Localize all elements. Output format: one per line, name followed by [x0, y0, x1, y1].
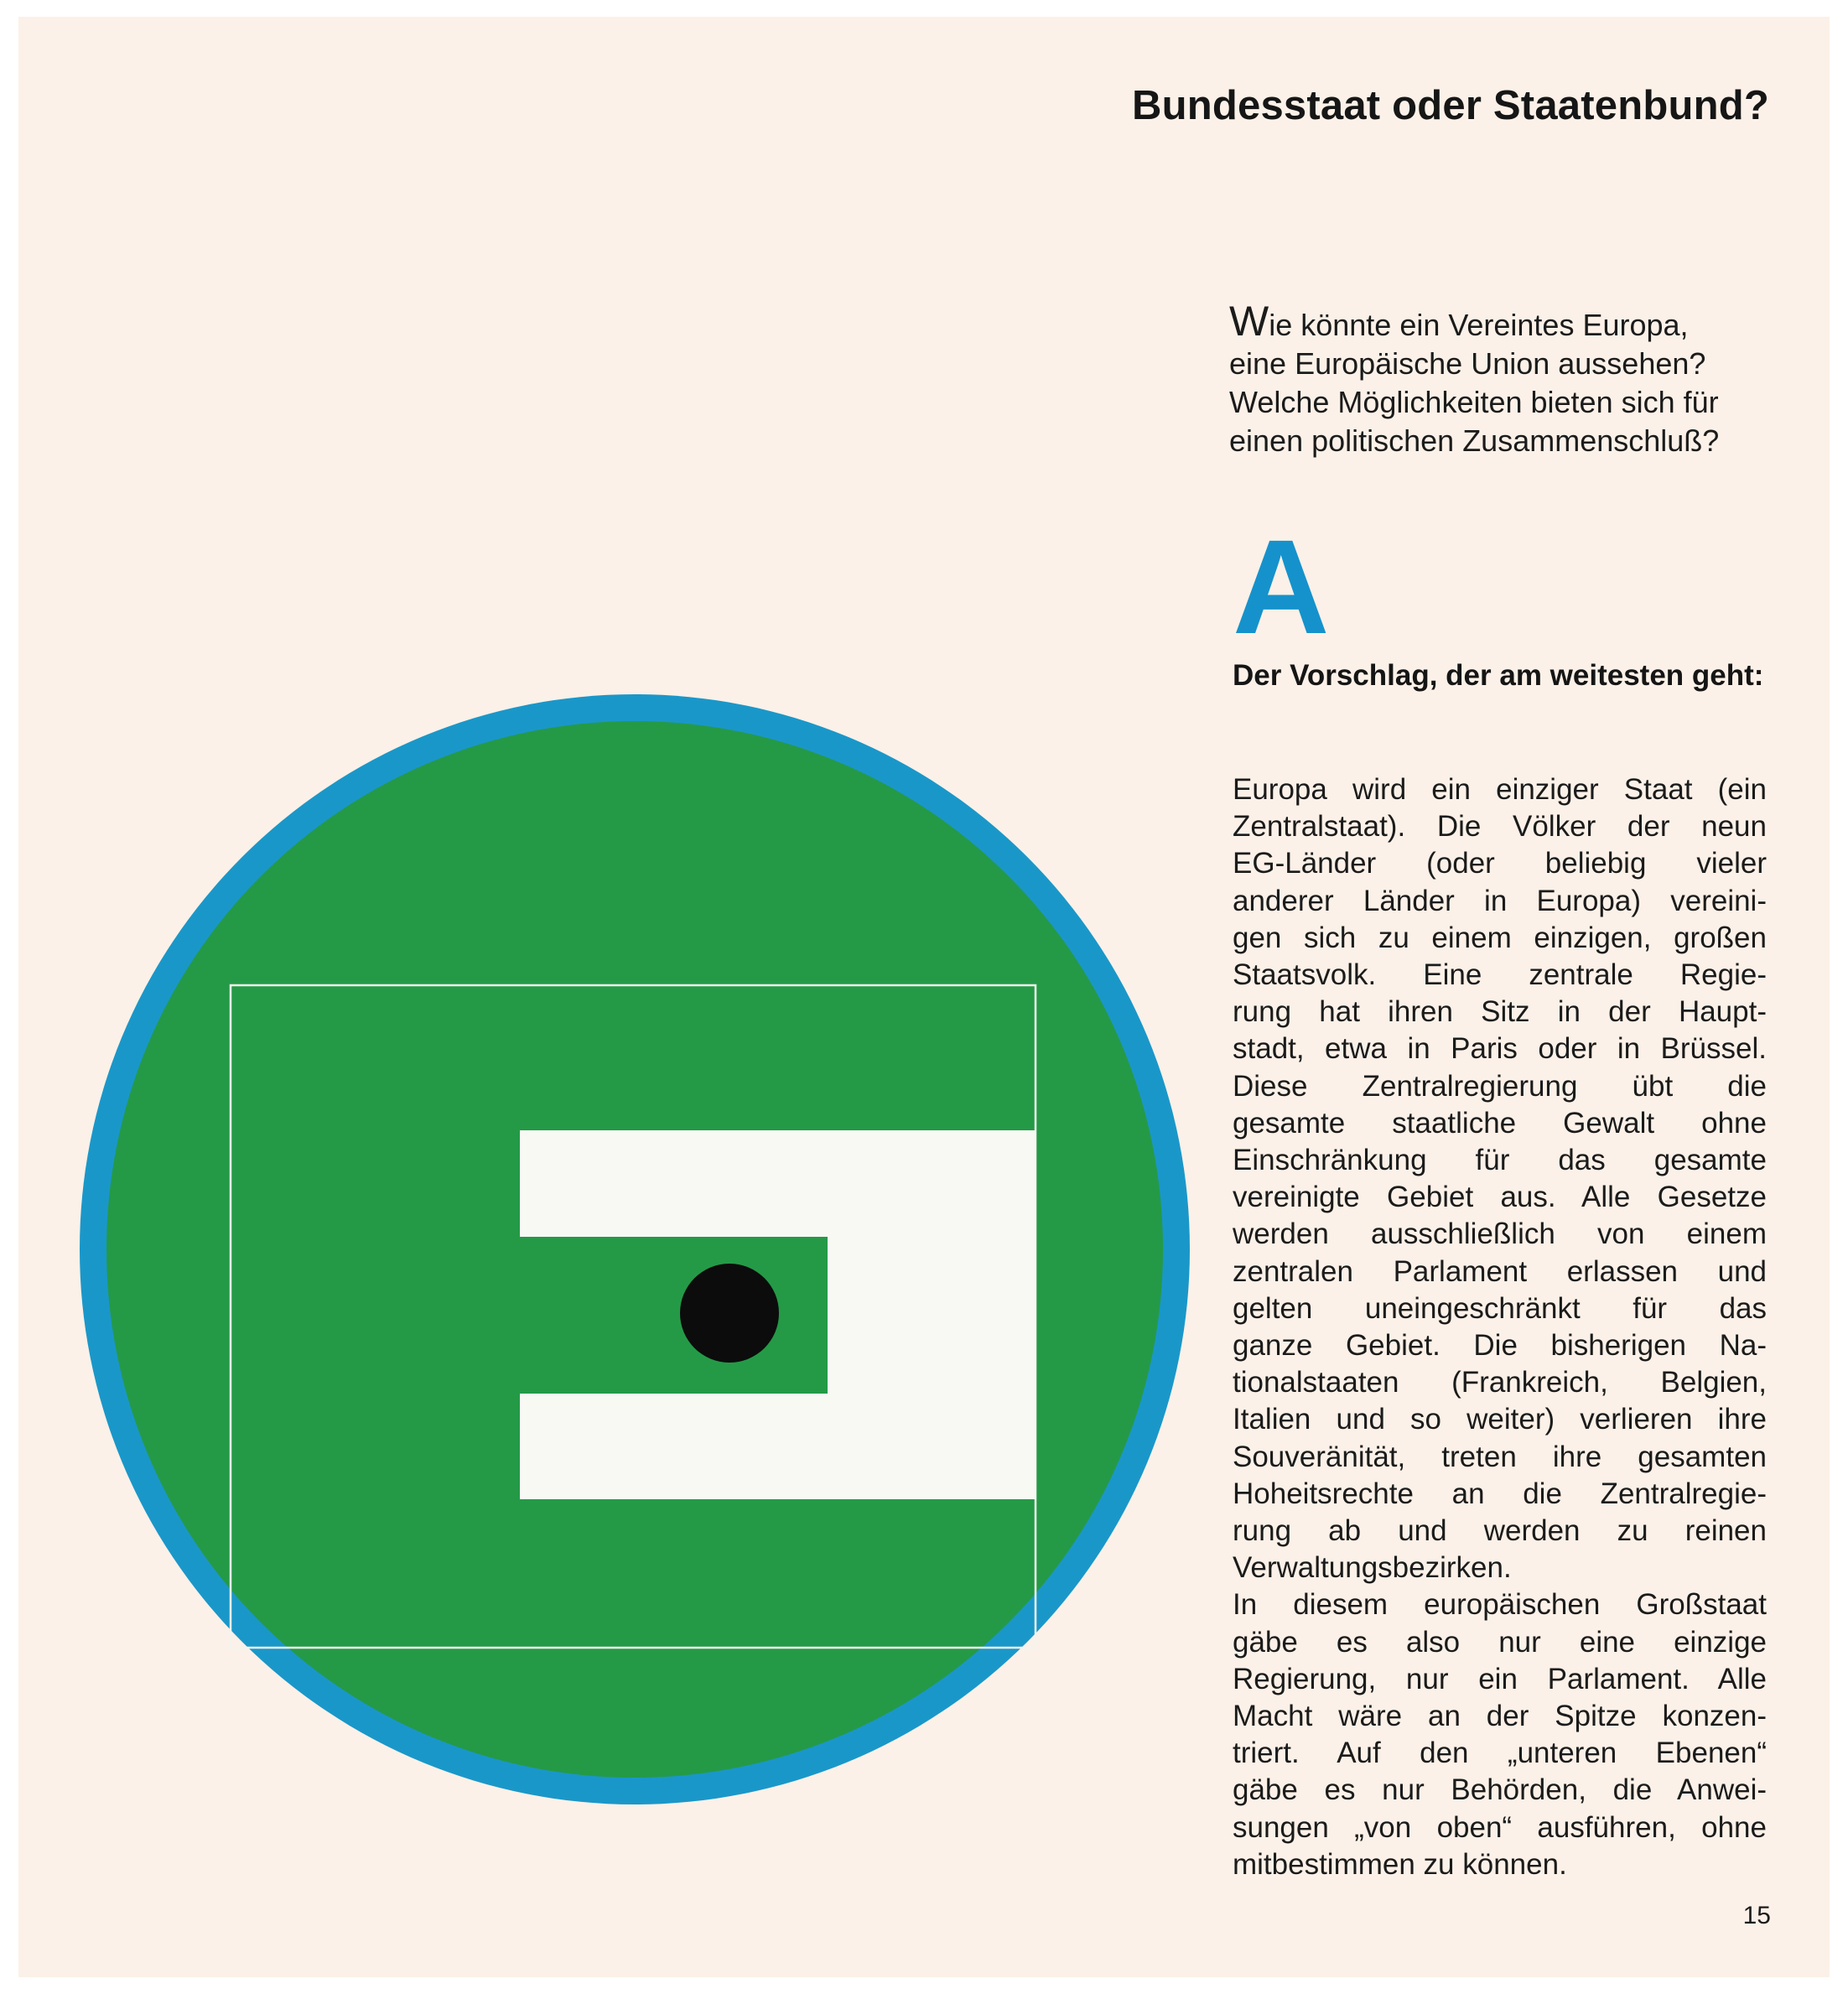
- body-line: Verwaltungsbezirken.: [1233, 1551, 1512, 1585]
- body-line: gäbe es also nur eine einzige: [1233, 1625, 1767, 1659]
- intro-line: eine Europäische Union aussehen?: [1229, 346, 1706, 381]
- body-line: vereinigte Gebiet aus. Alle Gesetze: [1233, 1181, 1767, 1214]
- intro-line: Welche Möglichkeiten bieten sich für: [1229, 385, 1719, 419]
- body-line: Macht wäre an der Spitze konzen-: [1233, 1700, 1767, 1733]
- body-line: werden ausschließlich von einem: [1233, 1218, 1767, 1251]
- body-line: tionalstaaten (Frankreich, Belgien,: [1233, 1366, 1767, 1399]
- body-line: mitbestimmen zu können.: [1233, 1847, 1567, 1881]
- body-line: rung hat ihren Sitz in der Haupt-: [1233, 995, 1767, 1029]
- page-number: 15: [1742, 1902, 1771, 1929]
- body-line: sungen „von oben“ ausführen, ohne: [1233, 1810, 1767, 1844]
- body-line: anderer Länder in Europa) vereini-: [1233, 884, 1767, 917]
- section-heading: Der Vorschlag, der am weitesten geht:: [1233, 659, 1764, 692]
- body-line: EG-Länder (oder beliebig vieler: [1233, 847, 1767, 880]
- body-line: gen sich zu einem einzigen, großen: [1233, 921, 1767, 954]
- intro-line: einen politischen Zusammenschluß?: [1229, 423, 1720, 458]
- body-line: triert. Auf den „unteren Ebenen“: [1233, 1737, 1767, 1770]
- body-line: gesamte staatliche Gewalt ohne: [1233, 1106, 1767, 1140]
- body-line: gelten uneingeschränkt für das: [1233, 1291, 1767, 1325]
- centralstate-emblem: [18, 17, 1830, 1977]
- body-line: Regierung, nur ein Parlament. Alle: [1233, 1662, 1767, 1695]
- intro-initial-letter: W: [1229, 298, 1269, 345]
- body-line: Staatsvolk. Eine zentrale Regie-: [1233, 958, 1767, 992]
- body-line: Einschränkung für das gesamte: [1233, 1144, 1767, 1177]
- intro-line: Wie könnte ein Vereintes Europa,: [1229, 298, 1689, 345]
- body-line: stadt, etwa in Paris oder in Brüssel.: [1233, 1032, 1767, 1066]
- page-title: Bundesstaat oder Staatenbund?: [1132, 83, 1769, 128]
- body-line: Souveränität, treten ihre gesamten: [1233, 1440, 1767, 1473]
- body-line: Diese Zentralregierung übt die: [1233, 1069, 1767, 1103]
- body-line: zentralen Parlament erlassen und: [1233, 1254, 1767, 1288]
- body-line: Italien und so weiter) verlieren ihre: [1233, 1403, 1767, 1436]
- body-line: Zentralstaat). Die Völker der neun: [1233, 810, 1767, 844]
- body-line: Hoheitsrechte an die Zentralregie-: [1233, 1477, 1767, 1510]
- section-letter: A: [1233, 511, 1330, 662]
- body-line: In diesem europäischen Großstaat: [1233, 1588, 1767, 1622]
- body-line: Europa wird ein einziger Staat (ein: [1233, 773, 1767, 806]
- page: [18, 17, 1830, 1977]
- emblem-capital-dot: [680, 1264, 779, 1363]
- body-line: gäbe es nur Behörden, die Anwei-: [1233, 1773, 1767, 1807]
- body-line: rung ab und werden zu reinen: [1233, 1514, 1767, 1548]
- body-line: ganze Gebiet. Die bisherigen Na-: [1233, 1329, 1767, 1363]
